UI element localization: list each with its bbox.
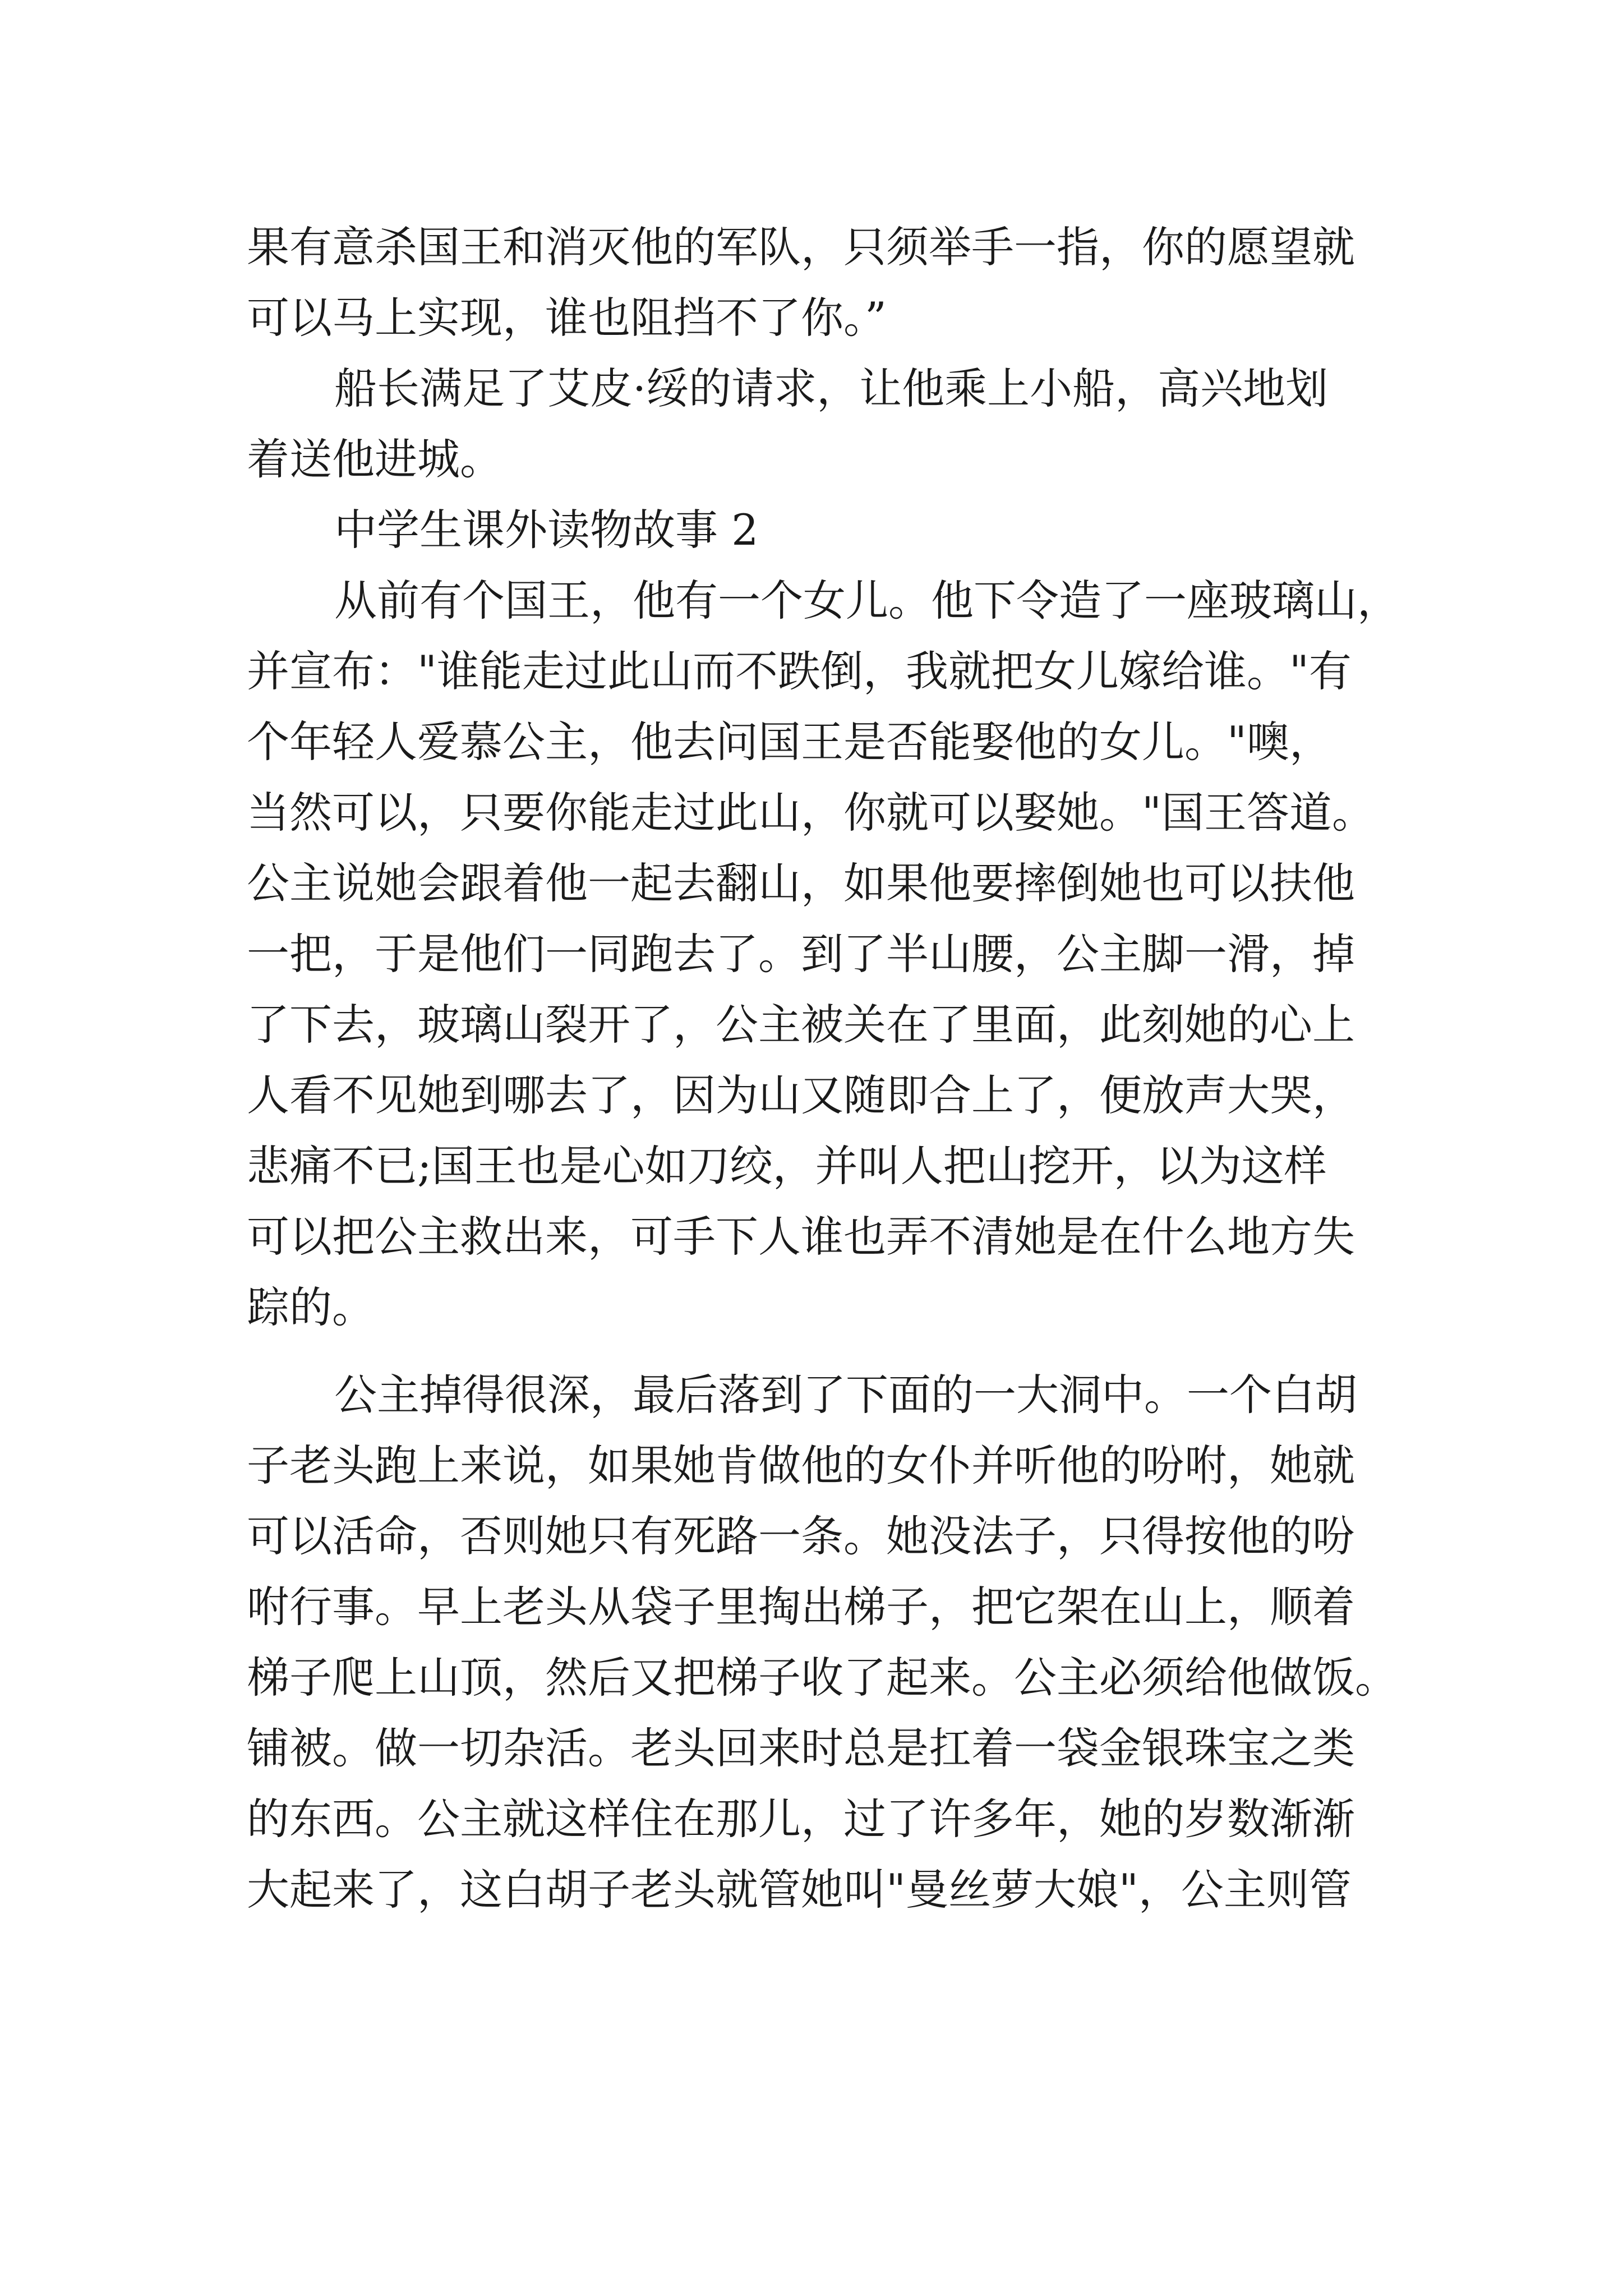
text-line: 可以把公主救出来，可手下人谁也弄不清她是在什么地方失: [247, 1212, 1355, 1262]
paragraph-4: [247, 1360, 1424, 1925]
text-line: 并宣布："谁能走过此山而不跌倒，我就把女儿嫁给谁。"有: [247, 646, 1352, 696]
text-line: 公主说她会跟着他一起去翻山，如果他要摔倒她也可以扶他: [247, 858, 1355, 908]
text-line: 个年轻人爱慕公主，他去问国王是否能娶他的女儿。"噢，: [247, 717, 1332, 767]
text-line: 可以活命，否则她只有死路一条。她没法子，只得按他的吩: [247, 1511, 1355, 1561]
section-heading-text: 中学生课外读物故事 2: [334, 505, 759, 555]
text-line: 从前有个国王，他有一个女儿。他下令造了一座玻璃山，: [334, 576, 1400, 625]
section-heading: [247, 495, 1424, 565]
text-line: 梯子爬上山顶，然后又把梯子收了起来。公主必须给他做饭。: [247, 1653, 1398, 1703]
text-line: 的东西。公主就这样住在那儿，过了许多年，她的岁数渐渐: [247, 1794, 1355, 1844]
text-line: 子老头跑上来说，如果她肯做他的女仆并听他的吩咐，她就: [247, 1441, 1355, 1490]
text-line: 铺被。做一切杂活。老头回来时总是扛着一袋金银珠宝之类: [247, 1723, 1355, 1773]
text-line: 着送他进城。: [247, 434, 502, 484]
text-line: 一把，于是他们一同跑去了。到了半山腰，公主脚一滑，掉: [247, 929, 1355, 979]
body-text: [247, 212, 1424, 1925]
text-line: 踪的。: [247, 1282, 375, 1332]
text-line: 船长满足了艾皮·绥的请求，让他乘上小船，高兴地划: [334, 364, 1329, 413]
text-line: 当然可以，只要你能走过此山，你就可以娶她。"国王答道。: [247, 788, 1375, 838]
text-line: 大起来了，这白胡子老头就管她叫"曼丝萝大娘"，公主则管: [247, 1865, 1352, 1915]
paragraph-2: [247, 353, 1424, 495]
paragraph-3: [247, 565, 1424, 1343]
text-line: 了下去，玻璃山裂开了，公主被关在了里面，此刻她的心上: [247, 1000, 1355, 1050]
text-line: 人看不见她到哪去了，因为山又随即合上了，便放声大哭，: [247, 1070, 1355, 1120]
text-line: 咐行事。早上老头从袋子里掏出梯子，把它架在山上，顺着: [247, 1582, 1355, 1632]
paragraph-1: [247, 212, 1424, 353]
text-line: 果有意杀国王和消灭他的军队，只须举手一指，你的愿望就: [247, 222, 1355, 272]
text-line: 公主掉得很深，最后落到了下面的一大洞中。一个白胡: [334, 1370, 1357, 1420]
text-line: 可以马上实现，谁也阻挡不了你。”: [247, 293, 887, 343]
text-line: 悲痛不已;国王也是心如刀绞，并叫人把山挖开，以为这样: [247, 1141, 1327, 1191]
